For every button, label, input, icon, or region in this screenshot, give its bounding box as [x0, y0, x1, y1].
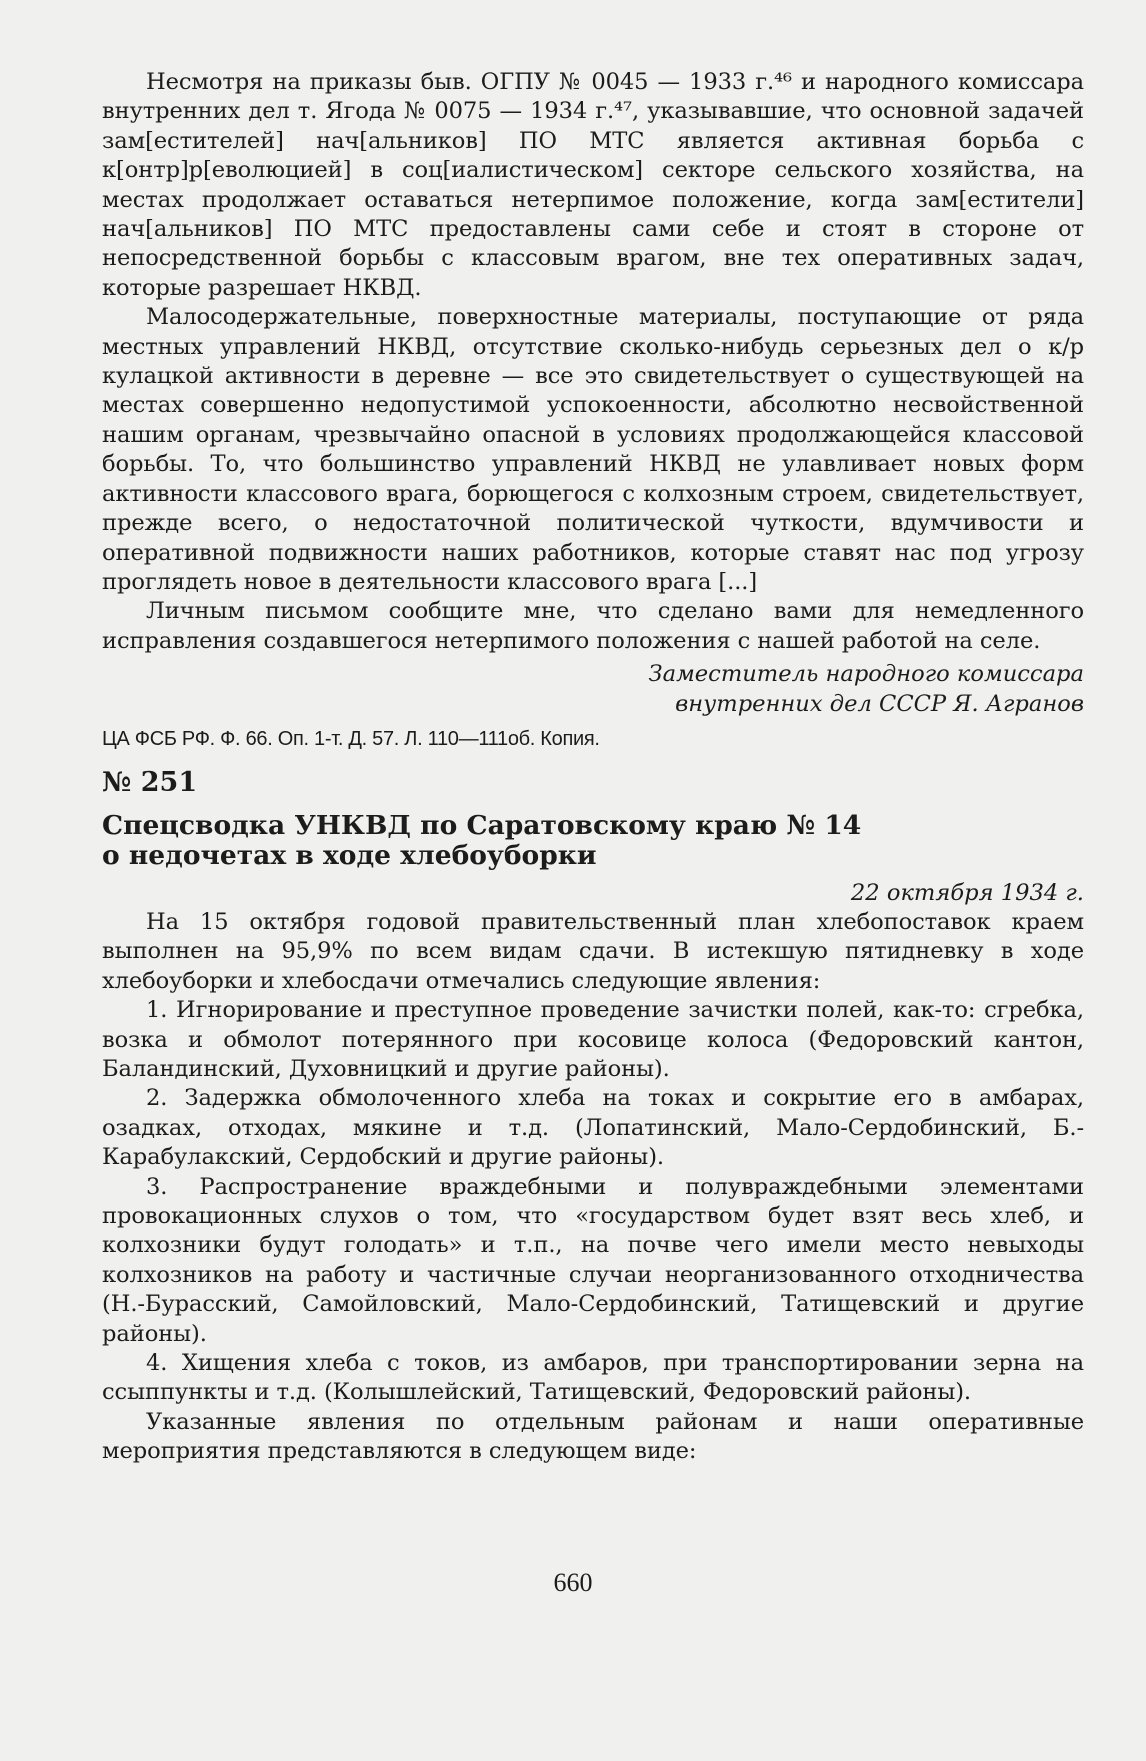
- paragraph: Указанные явления по отдельным районам и наши оперативные мероприятия представляются в следующем виде:: [102, 1408, 1084, 1465]
- list-item: 2. Задержка обмолоченного хлеба на токах и сокрытие его в амбарах, озадках, отходах, мякине и т.д. (Лопатинский, Мало-Сердобинский, Б.-Карабулакский, Сердобский и другие районы).: [102, 1085, 1084, 1171]
- document-title: [102, 811, 1084, 871]
- document-number: № 251: [102, 766, 198, 798]
- document-date: 22 октября 1934 г.: [850, 879, 1084, 906]
- signature-line: Заместитель народного комиссара: [648, 661, 1084, 688]
- list-item: 4. Хищения хлеба с токов, из амбаров, при транспортировании зерна на ссыппункты и т.д. (Колышлейский, Татищевский, Федоровский районы).: [102, 1350, 1084, 1406]
- signature-block: [102, 660, 1084, 719]
- document-title-line: о недочетах в ходе хлебоуборки: [102, 839, 597, 871]
- page-number: 660: [553, 1568, 593, 1597]
- signature-line: внутренних дел СССР Я. Агранов: [675, 690, 1084, 717]
- list-item: 3. Распространение враждебными и полувраждебными элементами провокационных слухов о том, что «государством будет взят весь хлеб, и колхозники будут голодать» и т.п., на почве чего имели место невыходы колхозников на работу и частичные случаи неорганизованного отходничества (Н.-Бурасский, Самойловский, Мало-Сердобинский, Татищевский и другие районы).: [102, 1173, 1084, 1347]
- list-item: 1. Игнорирование и преступное проведение зачистки полей, как-то: сгребка, возка и обмолот потерянного при косовице колоса (Федоровский кантон, Баландинский, Духовницкий и другие районы).: [102, 997, 1084, 1082]
- paragraph: На 15 октября годовой правительственный план хлебопоставок краем выполнен на 95,9% по всем видам сдачи. В истекшую пятидневку в ходе хлебоуборки и хлебосдачи отмечались следующие явления:: [102, 908, 1084, 994]
- paragraph: Несмотря на приказы быв. ОГПУ № 0045 — 1933 г.⁴⁶ и народного комиссара внутренних дел т. Ягода № 0075 — 1934 г.⁴⁷, указывавшие, что основной задачей зам[естителей] нач[альников] ПО МТС является активная борьба с к[онтр]р[еволюцией] в соц[иалистическом] секторе сельского хозяйства, на местах продолжает оставаться нетерпимое положение, когда зам[естители] нач[альников] ПО МТС предоставлены сами себе и стоят в стороне от непосредственной борьбы с классовым врагом, вне тех оперативных задач, которые разрешает НКВД.: [102, 69, 1084, 301]
- paragraph: Малосодержательные, поверхностные материалы, поступающие от ряда местных управлений НКВД, отсутствие сколько-нибудь серьезных дел о к/р кулацкой активности в деревне — все это свидетельствует о существующей на местах совершенно недопустимой успокоенности, абсолютно несвойственной нашим органам, чрезвычайно опасной в условиях продолжающейся классовой борьбы. То, что большинство управлений НКВД не улавливает новых форм активности классового врага, борющегося с колхозным строем, свидетельствует, прежде всего, о недостаточной политической чуткости, вдумчивости и оперативной подвижности наших работников, которые ставят нас под угрозу проглядеть новое в деятельности классового врага [...]: [102, 304, 1084, 595]
- archive-source: ЦА ФСБ РФ. Ф. 66. Оп. 1-т. Д. 57. Л. 110—111об. Копия.: [102, 727, 600, 750]
- paragraph: Личным письмом сообщите мне, что сделано вами для немедленного исправления создавшегося нетерпимого положения с нашей работой на селе.: [102, 598, 1084, 654]
- document-title-line: Спецсводка УНКВД по Саратовскому краю № 14: [102, 809, 862, 841]
